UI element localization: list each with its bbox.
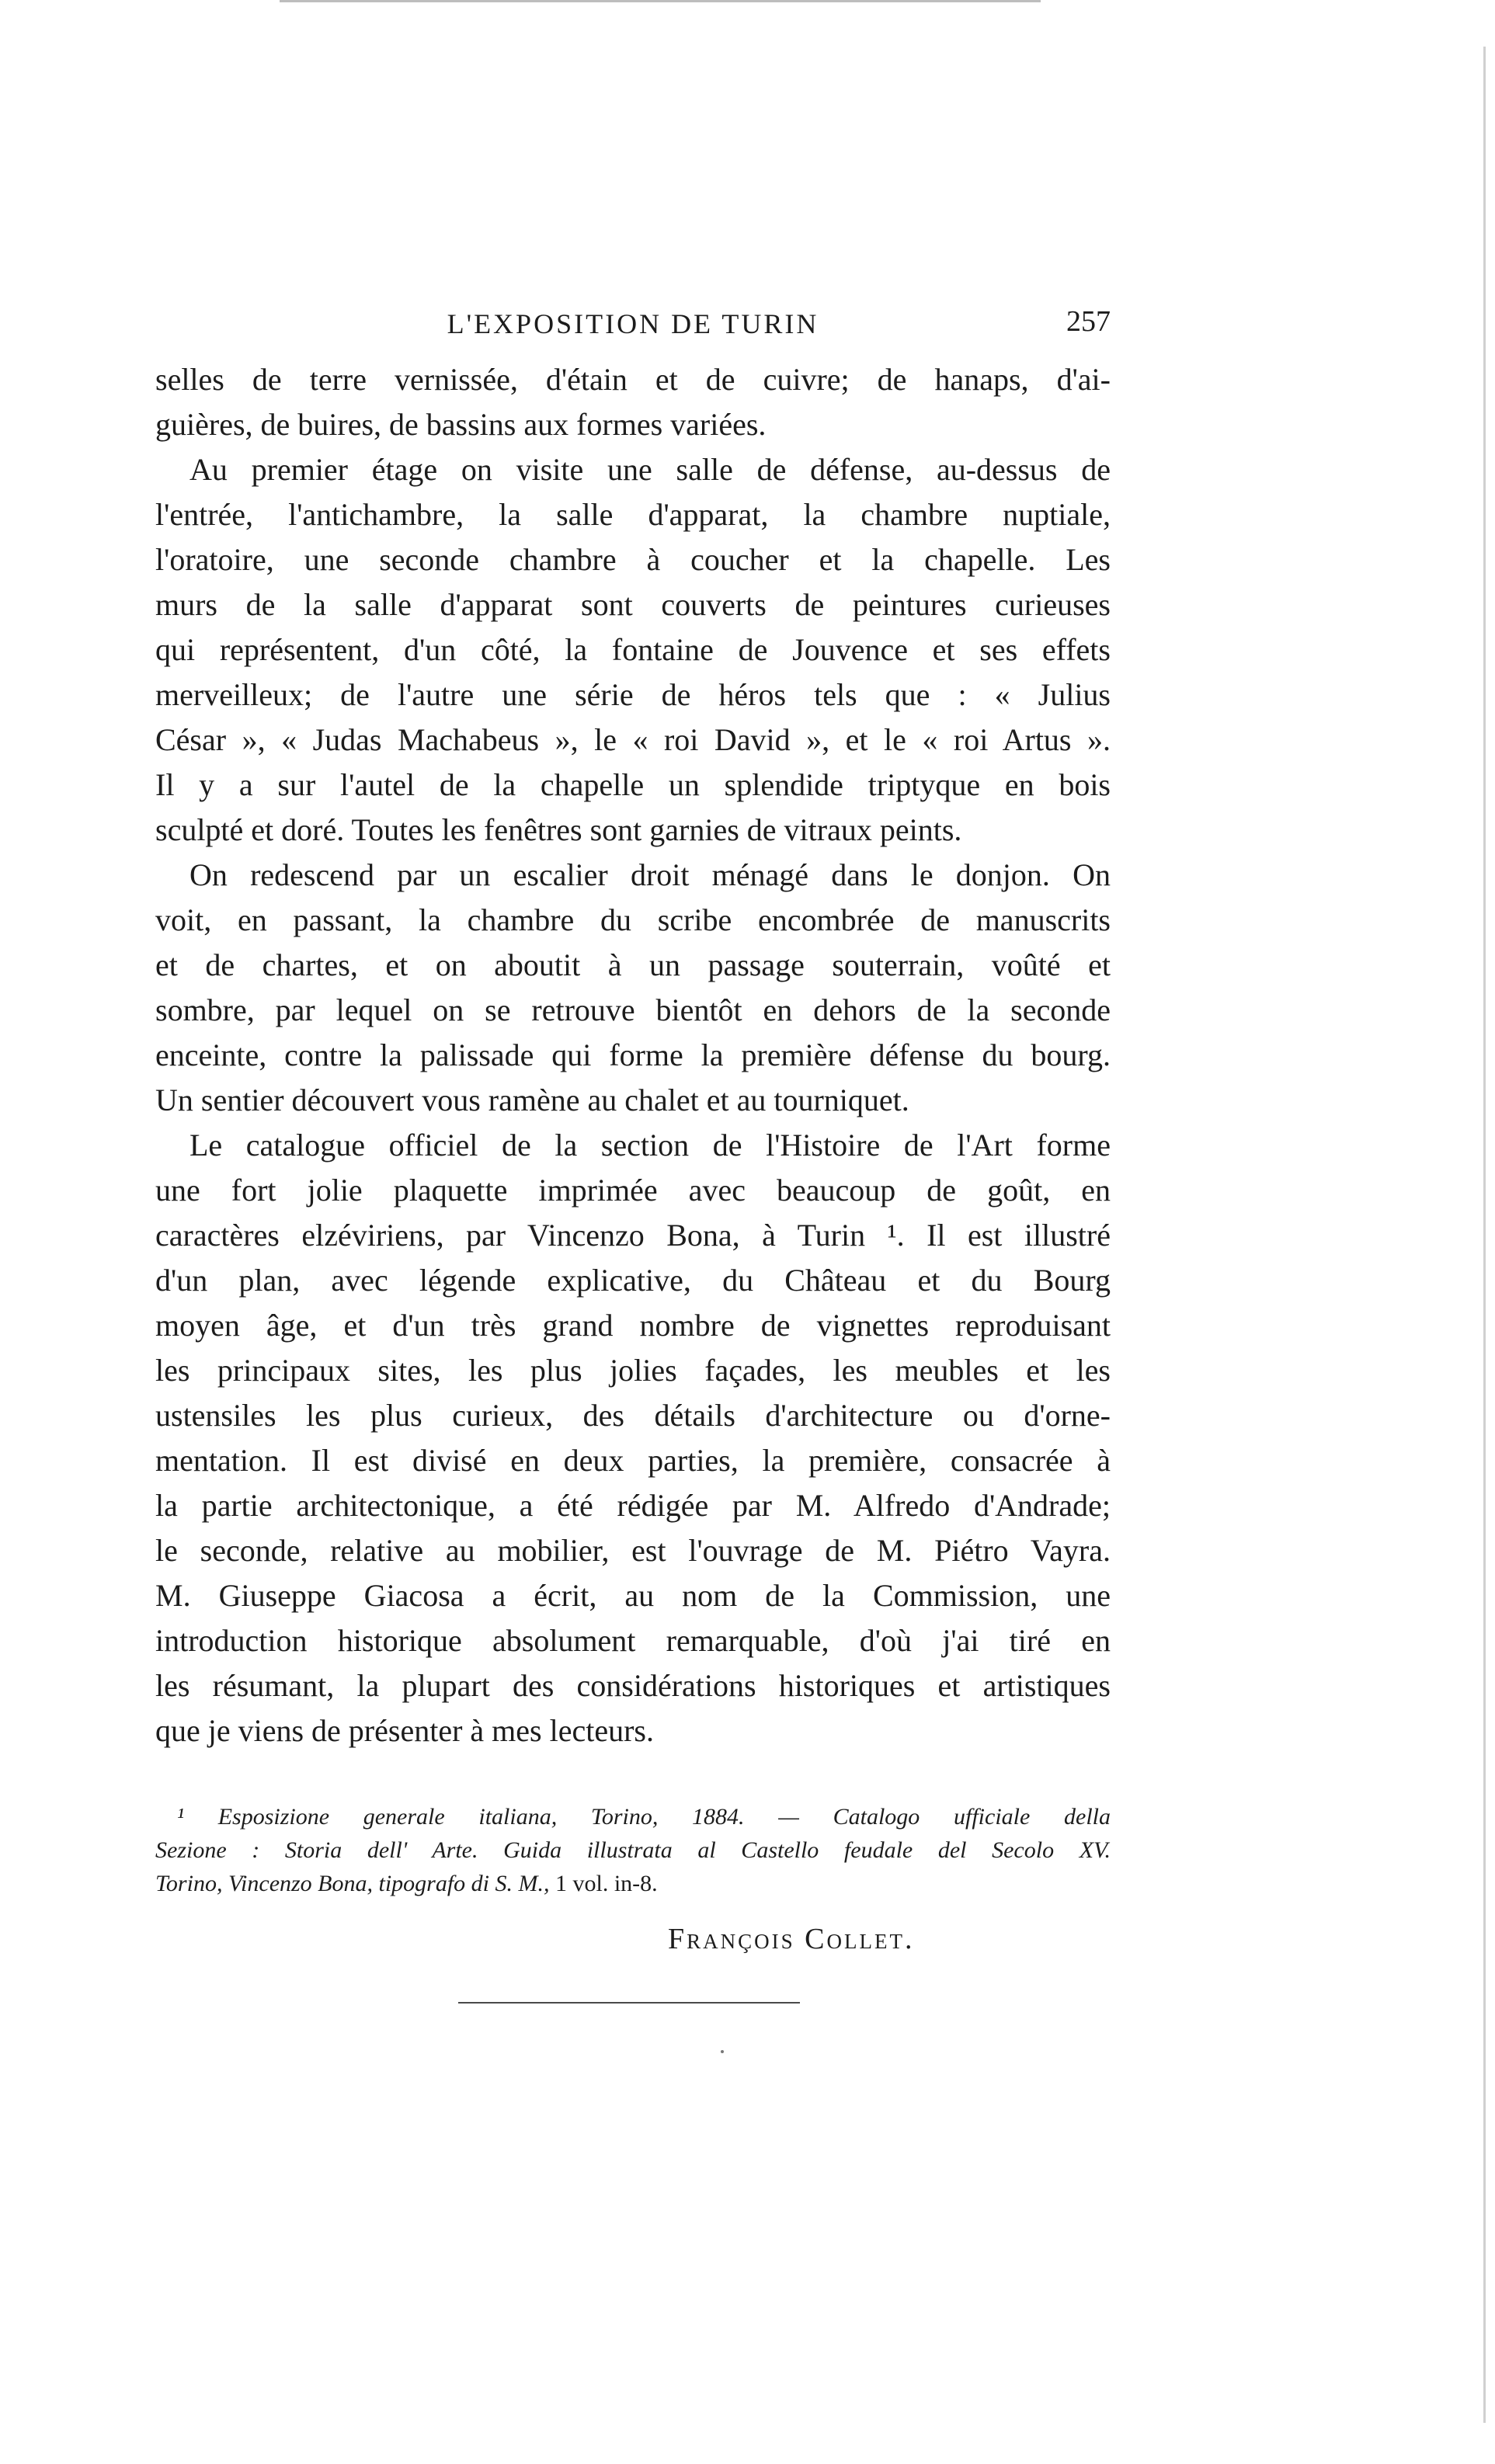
text-line: d'un plan, avec légende explicative, du Château et du Bourg bbox=[155, 1263, 1111, 1298]
text-line: On redescend par un escalier droit ménagé dans le donjon. On bbox=[189, 857, 1111, 892]
text-line: Le catalogue officiel de la section de l'Histoire de l'Art forme bbox=[189, 1128, 1111, 1162]
body-text bbox=[155, 357, 1111, 1753]
page-header bbox=[155, 304, 1111, 348]
footnote-volume: 1 vol. in-8. bbox=[549, 1871, 658, 1896]
text-line: merveilleux; de l'autre une série de héros tels que : « Julius bbox=[155, 677, 1111, 712]
top-rule bbox=[280, 0, 1041, 2]
footnote-citation: Torino, Vincenzo Bona, tipografo di S. M., bbox=[155, 1871, 550, 1896]
text-line: mentation. Il est divisé en deux parties, la première, consacrée à bbox=[155, 1443, 1111, 1478]
text-line: les résumant, la plupart des considérations historiques et artistiques bbox=[155, 1668, 1111, 1703]
page-number: 257 bbox=[1066, 305, 1111, 338]
footnote-line: Sezione : Storia dell' Arte. Guida illustrata al Castello feudale del Secolo XV. bbox=[155, 1837, 1111, 1863]
print-speck bbox=[721, 2050, 724, 2053]
page-edge bbox=[1483, 47, 1486, 2423]
footnote bbox=[155, 1800, 1111, 1900]
text-line: introduction historique absolument remarquable, d'où j'ai tiré en bbox=[155, 1623, 1111, 1658]
text-line: le seconde, relative au mobilier, est l'ouvrage de M. Piétro Vayra. bbox=[155, 1533, 1111, 1568]
text-line: sculpté et doré. Toutes les fenêtres sont garnies de vitraux peints. bbox=[155, 812, 962, 847]
text-line: murs de la salle d'apparat sont couverts de peintures curieuses bbox=[155, 587, 1111, 622]
text-line: qui représentent, d'un côté, la fontaine de Jouvence et ses effets bbox=[155, 632, 1111, 667]
running-title: L'EXPOSITION DE TURIN bbox=[447, 308, 819, 339]
footnote-line bbox=[155, 1867, 1111, 1900]
end-rule bbox=[458, 2002, 800, 2004]
text-line: l'oratoire, une seconde chambre à coucher et la chapelle. Les bbox=[155, 542, 1111, 577]
text-line: voit, en passant, la chambre du scribe encombrée de manuscrits bbox=[155, 902, 1111, 937]
text-line: et de chartes, et on aboutit à un passage souterrain, voûté et bbox=[155, 947, 1111, 982]
text-line: enceinte, contre la palissade qui forme la première défense du bourg. bbox=[155, 1037, 1111, 1072]
text-line: guières, de buires, de bassins aux formes variées. bbox=[155, 407, 767, 442]
text-line: Un sentier découvert vous ramène au chalet et au tourniquet. bbox=[155, 1083, 909, 1117]
text-line: M. Giuseppe Giacosa a écrit, au nom de la Commission, une bbox=[155, 1578, 1111, 1613]
text-line: que je viens de présenter à mes lecteurs. bbox=[155, 1713, 654, 1748]
text-line: ustensiles les plus curieux, des détails d'architecture ou d'orne- bbox=[155, 1398, 1111, 1433]
author-signature: François Collet. bbox=[668, 1923, 915, 1955]
text-line: la partie architectonique, a été rédigée par M. Alfredo d'Andrade; bbox=[155, 1488, 1111, 1523]
text-line: l'entrée, l'antichambre, la salle d'apparat, la chambre nuptiale, bbox=[155, 497, 1111, 532]
footnote-line: ¹ Esposizione generale italiana, Torino, 1884. — Catalogo ufficiale della bbox=[177, 1804, 1111, 1830]
text-line: Il y a sur l'autel de la chapelle un splendide triptyque en bois bbox=[155, 767, 1111, 802]
text-line: caractères elzéviriens, par Vincenzo Bona, à Turin ¹. Il est illustré bbox=[155, 1218, 1111, 1253]
text-line: une fort jolie plaquette imprimée avec beaucoup de goût, en bbox=[155, 1173, 1111, 1208]
text-line: Au premier étage on visite une salle de défense, au-dessus de bbox=[189, 452, 1111, 487]
text-line: les principaux sites, les plus jolies façades, les meubles et les bbox=[155, 1353, 1111, 1388]
text-line: selles de terre vernissée, d'étain et de cuivre; de hanaps, d'ai- bbox=[155, 362, 1111, 397]
text-line: moyen âge, et d'un très grand nombre de vignettes reproduisant bbox=[155, 1308, 1111, 1343]
text-line: sombre, par lequel on se retrouve bientôt en dehors de la seconde bbox=[155, 992, 1111, 1027]
text-line: César », « Judas Machabeus », le « roi David », et le « roi Artus ». bbox=[155, 722, 1111, 757]
